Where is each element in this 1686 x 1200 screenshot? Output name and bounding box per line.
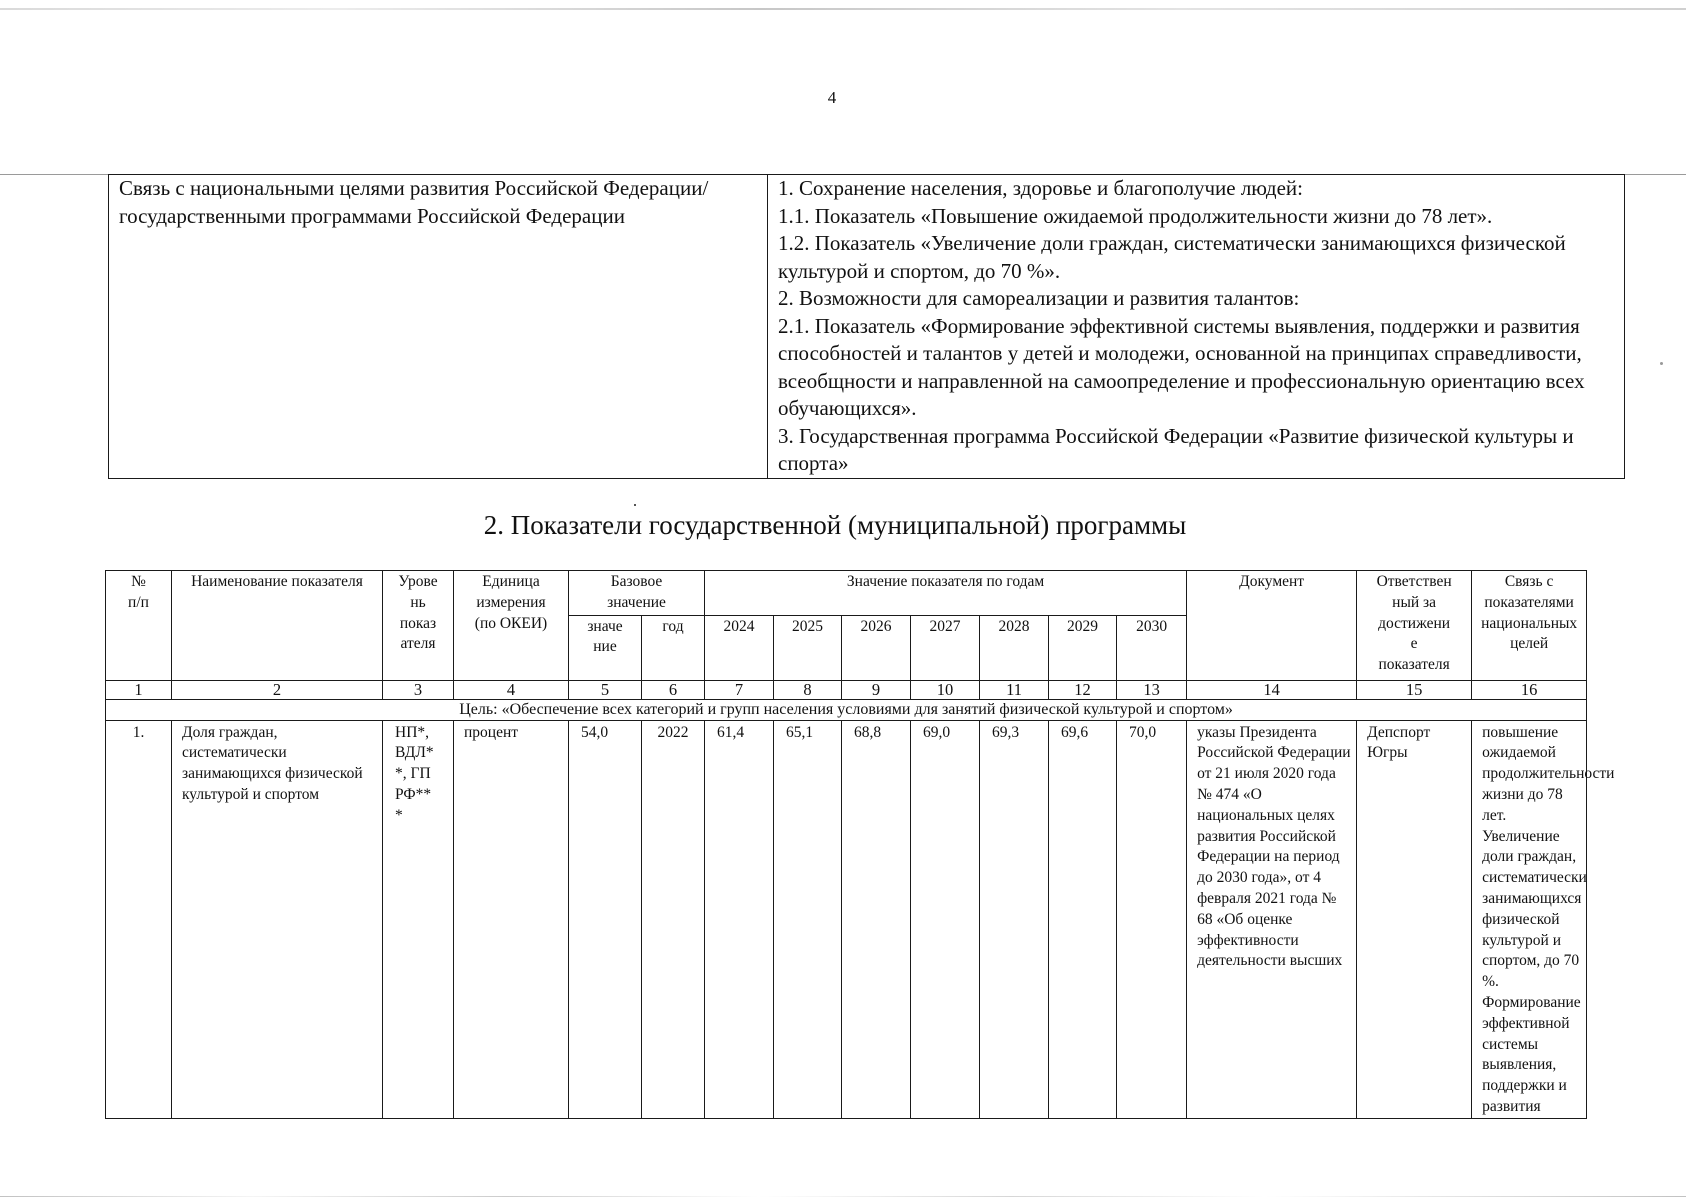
scan-artifact-bottom [0, 1196, 1686, 1197]
scan-artifact-top [0, 8, 1686, 10]
page-number: 4 [827, 88, 837, 107]
year-value: 65,1 [774, 720, 842, 1118]
column-number: 13 [1117, 680, 1187, 699]
column-number: 11 [980, 680, 1049, 699]
column-numbers-row [106, 680, 1587, 699]
national-goals-label: Связь с национальными целями развития Российской Федерации/ государственными программами Российской Федерации [109, 175, 768, 479]
column-number: 12 [1049, 680, 1117, 699]
scan-speck [634, 504, 636, 506]
national-goals-list [768, 175, 1625, 479]
column-number: 6 [642, 680, 705, 699]
base-year: 2022 [642, 720, 705, 1118]
year-value: 69,0 [911, 720, 980, 1118]
column-number: 10 [911, 680, 980, 699]
indicator-document: указы Президента Российской Федерации от 21 июля 2020 года № 474 «О национальных целях развития Российской Федерации на период до 2030 года», от 4 февраля 2021 года № 68 «Об оценке эффективности деятельности высших [1187, 720, 1357, 1118]
header-year: 2026 [842, 615, 911, 680]
row-num: 1. [106, 720, 172, 1118]
header-year: 2025 [774, 615, 842, 680]
header-num: № п/п [106, 571, 172, 681]
header-level: Урове нь показ ателя [383, 571, 454, 681]
year-value: 70,0 [1117, 720, 1187, 1118]
indicator-name: Доля граждан, систематически занимающихся физической культурой и спортом [172, 720, 383, 1118]
column-number: 4 [454, 680, 569, 699]
header-year: 2028 [980, 615, 1049, 680]
year-value: 61,4 [705, 720, 774, 1118]
header-base: Базовое значение [569, 571, 705, 616]
column-number: 7 [705, 680, 774, 699]
header-unit: Единица измерения (по ОКЕИ) [454, 571, 569, 681]
column-number: 2 [172, 680, 383, 699]
header-years-group: Значение показателя по годам [705, 571, 1187, 616]
header-year: 2029 [1049, 615, 1117, 680]
indicator-level: НП*, ВДЛ* *, ГП РФ** * [383, 720, 454, 1118]
column-number: 9 [842, 680, 911, 699]
indicator-responsible: Депспорт Югры [1357, 720, 1472, 1118]
column-number: 15 [1357, 680, 1472, 699]
header-base-value: значе ние [569, 615, 642, 680]
base-value: 54,0 [569, 720, 642, 1118]
header-base-year: год [642, 615, 705, 680]
header-year: 2024 [705, 615, 774, 680]
column-number: 14 [1187, 680, 1357, 699]
year-value: 68,8 [842, 720, 911, 1118]
national-goal-line: 1. Сохранение населения, здоровье и благополучие людей: [778, 176, 1303, 200]
indicator-unit: процент [454, 720, 569, 1118]
goal-row: Цель: «Обеспечение всех категорий и групп населения условиями для занятий физической культурой и спортом» [106, 699, 1587, 720]
column-number: 16 [1472, 680, 1587, 699]
header-responsible: Ответствен ный за достижени е показателя [1357, 571, 1472, 681]
scan-speck [1660, 362, 1663, 365]
table-row [106, 720, 1587, 1118]
national-goal-line: 1.1. Показатель «Повышение ожидаемой продолжительности жизни до 78 лет». [778, 203, 1493, 228]
indicators-table [105, 570, 1615, 1119]
national-goal-line: 2.1. Показатель «Формирование эффективной системы выявления, поддержки и развития способностей и талантов у детей и молодежи, основанной на принципах справедливости, всеобщности и направленной на самоопределение и профессиональную ориентацию всех обучающихся». [778, 313, 1585, 420]
national-goal-line: 3. Государственная программа Российской Федерации «Развитие физической культуры и спорта» [778, 423, 1574, 475]
header-year: 2030 [1117, 615, 1187, 680]
national-goal-line: 1.2. Показатель «Увеличение доли граждан, систематически занимающихся физической культурой и спортом, до 70 %». [778, 231, 1566, 283]
national-goals-table [108, 174, 1625, 479]
year-value: 69,3 [980, 720, 1049, 1118]
indicator-link: повышение ожидаемой продолжительности жизни до 78 лет. Увеличение доли граждан, систематически занимающихся физической культурой и спортом, до 70 %. Формирование эффективной системы выявления, поддержки и развития [1472, 720, 1587, 1118]
national-goal-line: 2. Возможности для самореализации и развития талантов: [778, 286, 1300, 310]
section-title: 2. Показатели государственной (муниципальной) программы [483, 510, 1187, 540]
column-number: 1 [106, 680, 172, 699]
column-number: 3 [383, 680, 454, 699]
header-name: Наименование показателя [172, 571, 383, 681]
header-year: 2027 [911, 615, 980, 680]
year-value: 69,6 [1049, 720, 1117, 1118]
header-link: Связь с показателями национальных целей [1472, 571, 1587, 681]
column-number: 5 [569, 680, 642, 699]
header-document: Документ [1187, 571, 1357, 681]
column-number: 8 [774, 680, 842, 699]
